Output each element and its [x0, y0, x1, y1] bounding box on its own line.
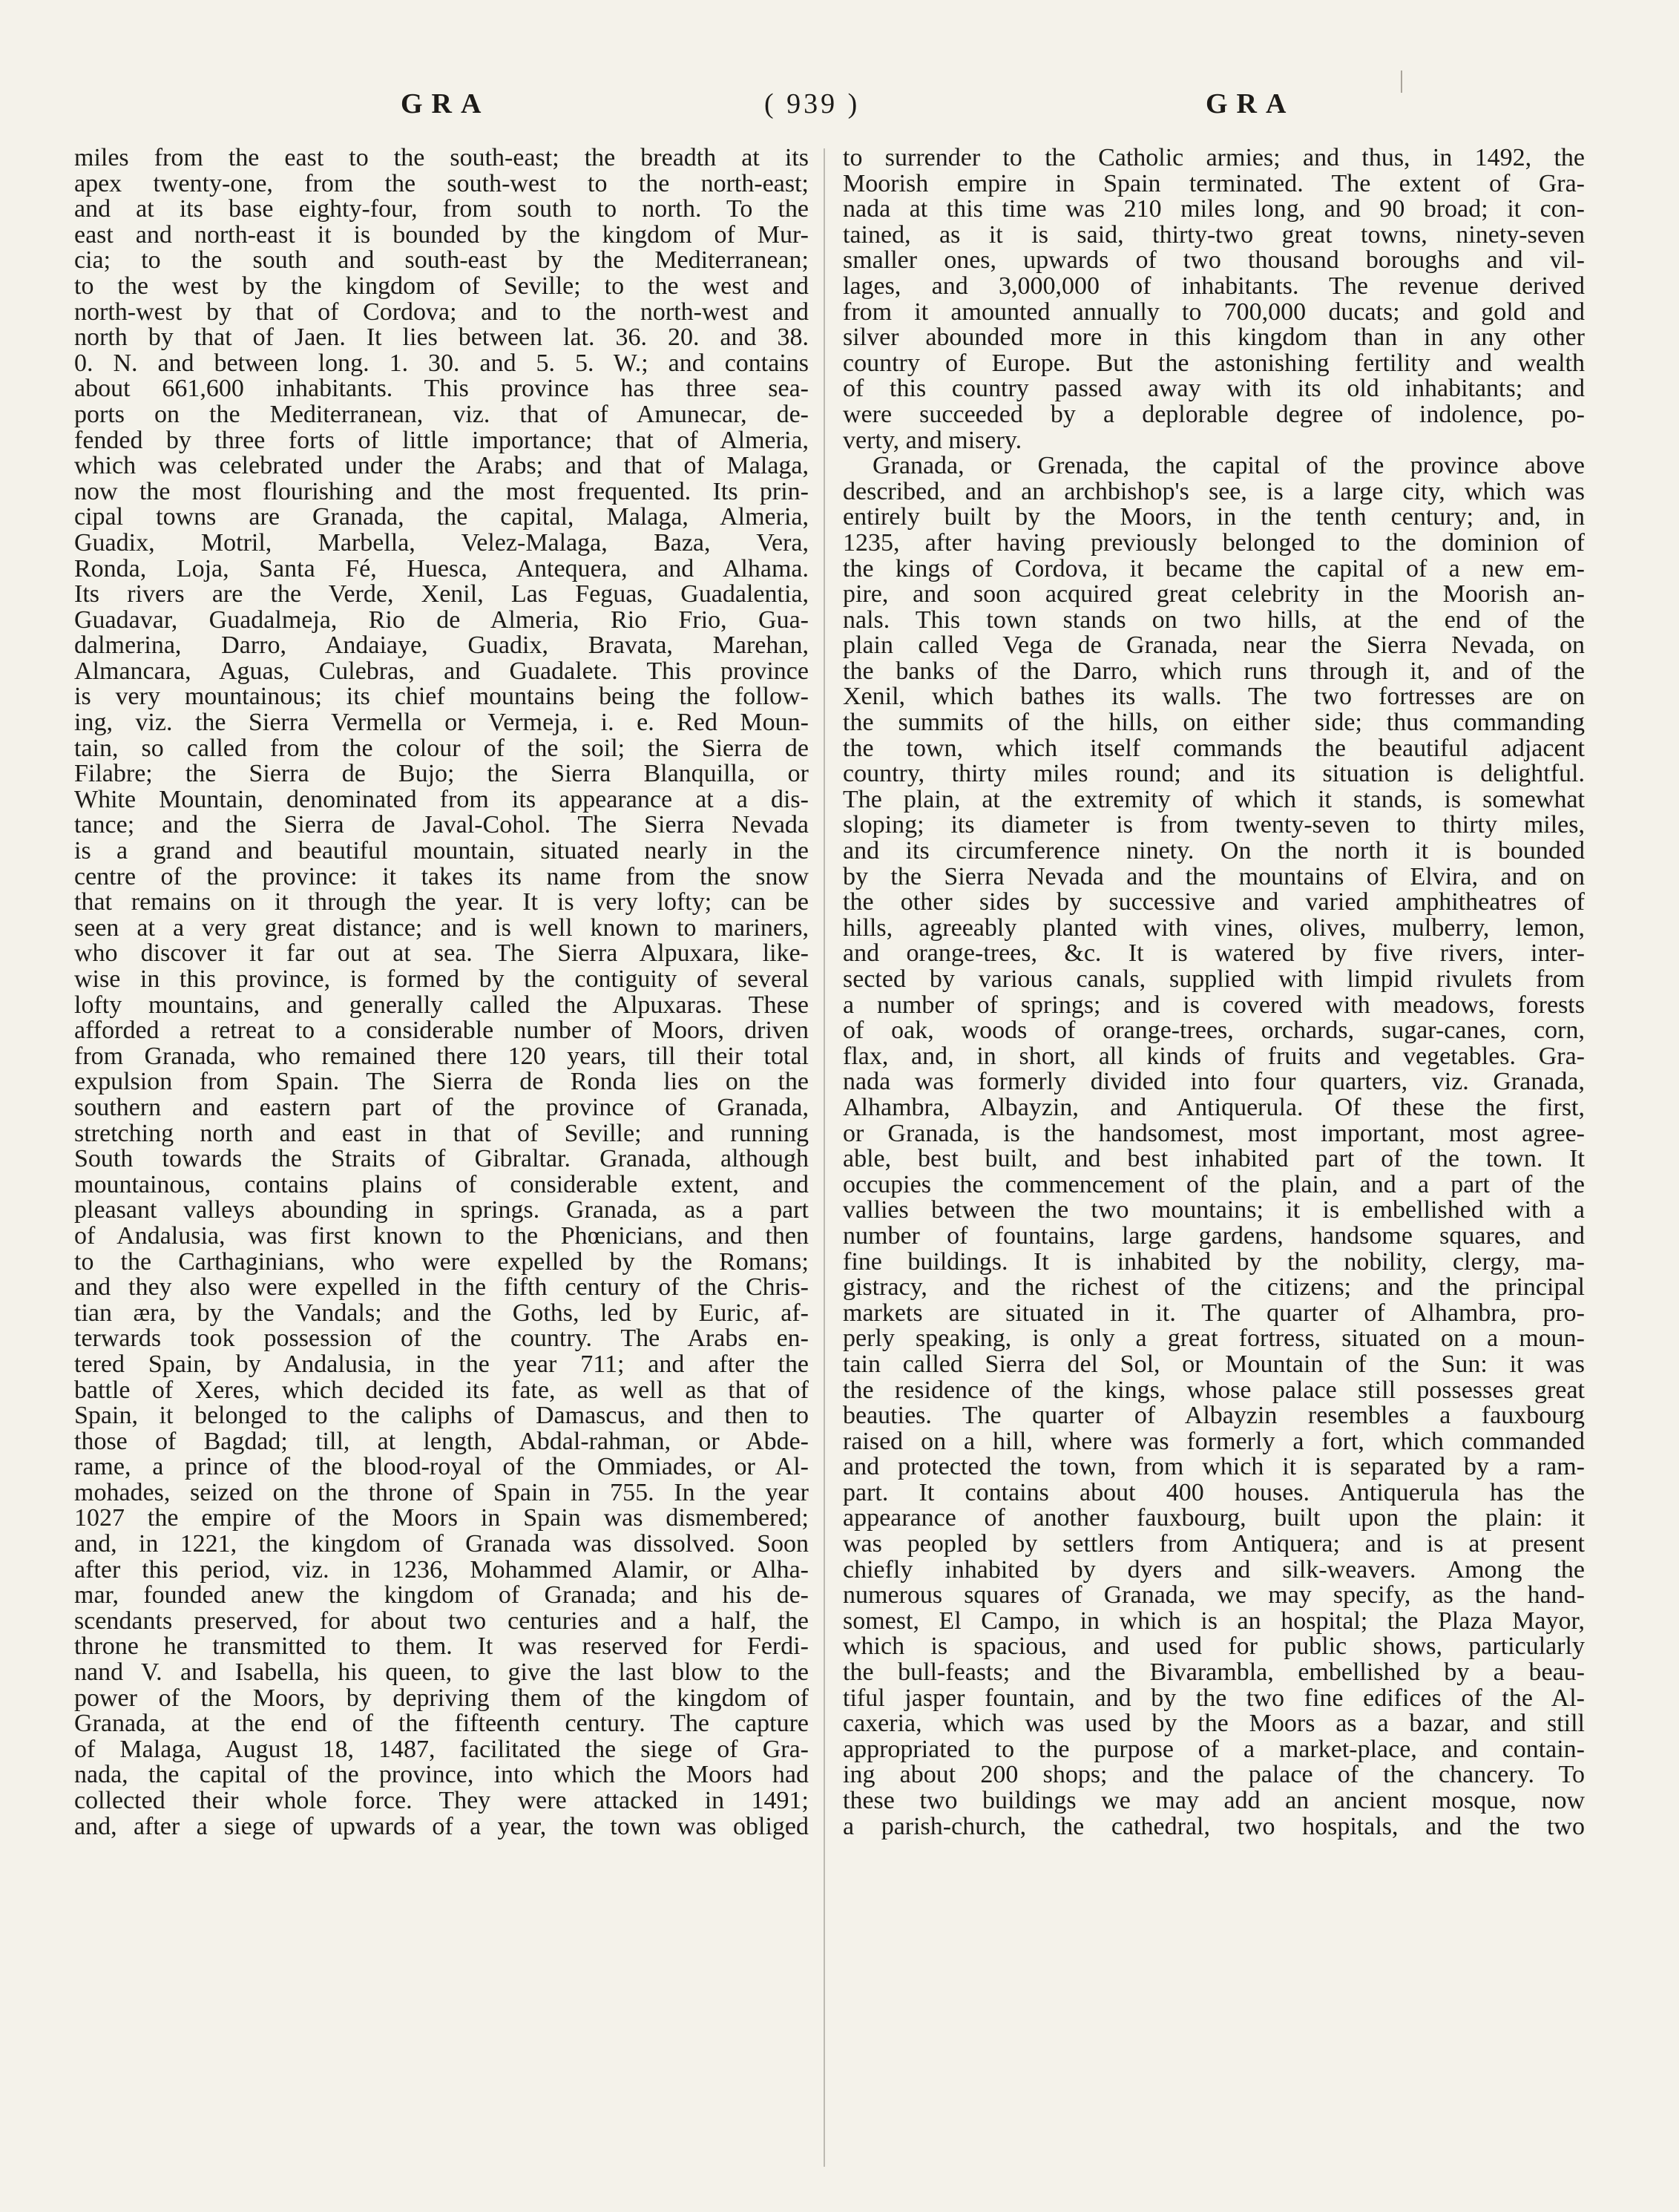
text-line: tiful jasper fountain, and by the two fine edifices of the Al- — [843, 1684, 1585, 1712]
text-line: cipal towns are Granada, the capital, Malaga, Almeria, — [74, 503, 809, 531]
text-line: Alhambra, Albayzin, and Antiquerula. Of these the first, — [843, 1093, 1585, 1121]
text-line: north by that of Jaen. It lies between lat. 36. 20. and 38. — [74, 324, 809, 352]
text-line: tered Spain, by Andalusia, in the year 711; and after the — [74, 1350, 809, 1378]
text-line: described, and an archbishop's see, is a large city, which was — [843, 477, 1585, 505]
text-line: dalmerina, Darro, Andaiaye, Guadix, Bravata, Marehan, — [74, 631, 809, 660]
text-line: appearance of another fauxbourg, built upon the plain: it — [843, 1504, 1585, 1532]
text-line: a number of springs; and is covered with meadows, forests — [843, 991, 1585, 1019]
text-line: sected by various canals, supplied with limpid rivulets from — [843, 965, 1585, 993]
text-line: gistracy, and the richest of the citizens; and the principal — [843, 1273, 1585, 1302]
text-line: which was celebrated under the Arabs; and that of Malaga, — [74, 452, 809, 480]
text-line: cia; to the south and south-east by the Mediterranean; — [74, 246, 809, 275]
text-line: scendants preserved, for about two centuries and a half, the — [74, 1607, 809, 1635]
text-line: mohades, seized on the throne of Spain in 755. In the year — [74, 1478, 809, 1506]
left-text-column — [74, 145, 809, 1839]
text-line: who discover it far out at sea. The Sierra Alpuxara, like- — [74, 939, 809, 968]
text-line: and its circumference ninety. On the north it is bounded — [843, 837, 1585, 865]
text-line: the town, which itself commands the beautiful adjacent — [843, 734, 1585, 762]
text-line: to the Carthaginians, who were expelled by the Romans; — [74, 1247, 809, 1276]
text-line: numerous squares of Granada, we may specify, as the hand- — [843, 1581, 1585, 1609]
text-line: country of Europe. But the astonishing fertility and wealth — [843, 349, 1585, 377]
text-line: nand V. and Isabella, his queen, to give the last blow to the — [74, 1658, 809, 1687]
text-line: battle of Xeres, which decided its fate, as well as that of — [74, 1376, 809, 1404]
text-line: about 661,600 inhabitants. This province has three sea- — [74, 375, 809, 403]
text-line: country, thirty miles round; and its situation is delightful. — [843, 760, 1585, 788]
text-line: verty, and misery. — [843, 426, 1022, 454]
text-line: that remains on it through the year. It is very lofty; can be — [74, 888, 809, 916]
text-line: to the west by the kingdom of Seville; to the west and — [74, 272, 809, 300]
text-line: from it amounted annually to 700,000 ducats; and gold and — [843, 298, 1585, 326]
text-line: southern and eastern part of the province of Granada, — [74, 1093, 809, 1121]
text-line: nada, the capital of the province, into which the Moors had — [74, 1761, 809, 1789]
text-line: which is spacious, and used for public shows, particularly — [843, 1632, 1585, 1661]
text-line: Guadavar, Guadalmeja, Rio de Almeria, Rio Frio, Gua- — [74, 605, 809, 634]
text-line: plain called Vega de Granada, near the Sierra Nevada, on — [843, 631, 1585, 660]
text-line: is very mountainous; its chief mountains being the follow- — [74, 683, 809, 711]
text-line: able, best built, and best inhabited part of the town. It — [843, 1145, 1585, 1173]
text-line: the summits of the hills, on either side; thus commanding — [843, 709, 1585, 737]
running-head — [0, 88, 1679, 132]
text-line: Xenil, which bathes its walls. The two fortresses are on — [843, 683, 1585, 711]
text-line: ing, viz. the Sierra Vermella or Vermeja, i. e. Red Moun- — [74, 709, 809, 737]
header-right-guide-word: GRA — [1206, 88, 1295, 119]
text-line: throne he transmitted to them. It was reserved for Ferdi- — [74, 1632, 809, 1661]
text-line: sloping; its diameter is from twenty-seven to thirty miles, — [843, 811, 1585, 839]
text-line: pleasant valleys abounding in springs. Granada, as a part — [74, 1196, 809, 1224]
text-line: silver abounded more in this kingdom than in any other — [843, 324, 1585, 352]
text-line: and they also were expelled in the fifth century of the Chris- — [74, 1273, 809, 1302]
column-divider — [824, 148, 825, 2167]
text-line: north-west by that of Cordova; and to the north-west and — [74, 298, 809, 326]
text-line: beauties. The quarter of Albayzin resembles a fauxbourg — [843, 1402, 1585, 1430]
text-line: South towards the Straits of Gibraltar. Granada, although — [74, 1145, 809, 1173]
text-line: Its rivers are the Verde, Xenil, Las Feguas, Guadalentia, — [74, 580, 809, 608]
text-line: Guadix, Motril, Marbella, Velez-Malaga, Baza, Vera, — [74, 528, 809, 557]
text-line: stretching north and east in that of Seville; and running — [74, 1119, 809, 1147]
text-line: caxeria, which was used by the Moors as a bazar, and still — [843, 1710, 1585, 1738]
text-line: hills, agreeably planted with vines, olives, mulberry, lemon, — [843, 913, 1585, 942]
text-line: perly speaking, is only a great fortress, situated on a moun- — [843, 1325, 1585, 1353]
page-number: ( 939 ) — [764, 88, 861, 119]
text-line: nada was formerly divided into four quarters, viz. Granada, — [843, 1068, 1585, 1096]
text-line: seen at a very great distance; and is well known to mariners, — [74, 913, 809, 942]
text-line: raised on a hill, where was formerly a fort, which commanded — [843, 1427, 1585, 1455]
text-line: 1027 the empire of the Moors in Spain was dismembered; — [74, 1504, 809, 1532]
text-line: the other sides by successive and varied amphitheatres of — [843, 888, 1585, 916]
text-line: east and north-east it is bounded by the kingdom of Mur- — [74, 220, 809, 249]
text-line: Almancara, Aguas, Culebras, and Guadalete. This province — [74, 657, 809, 685]
text-line: vallies between the two mountains; it is embellished with a — [843, 1196, 1585, 1224]
text-line: The plain, at the extremity of which it stands, is somewhat — [843, 785, 1585, 813]
text-line: White Mountain, denominated from its appearance at a dis- — [74, 785, 809, 813]
text-line: from Granada, who remained there 120 years, till their total — [74, 1042, 809, 1070]
text-line: nada at this time was 210 miles long, and 90 broad; it con- — [843, 195, 1585, 223]
text-line: tained, as it is said, thirty-two great towns, ninety-seven — [843, 220, 1585, 249]
text-line: or Granada, is the handsomest, most important, most agree- — [843, 1119, 1585, 1147]
text-line: Granada, or Grenada, the capital of the province above — [873, 452, 1585, 480]
text-line: and at its base eighty-four, from south to north. To the — [74, 195, 809, 223]
text-line: collected their whole force. They were attacked in 1491; — [74, 1787, 809, 1814]
text-line: and, after a siege of upwards of a year, the town was obliged — [74, 1812, 809, 1840]
text-line: Filabre; the Sierra de Bujo; the Sierra Blanquilla, or — [74, 760, 809, 788]
text-line: to surrender to the Catholic armies; and thus, in 1492, the — [843, 144, 1585, 171]
text-line: tain called Sierra del Sol, or Mountain of the Sun: it was — [843, 1350, 1585, 1378]
text-line: is a grand and beautiful mountain, situated nearly in the — [74, 837, 809, 865]
text-line: of oak, woods of orange-trees, orchards, sugar-canes, corn, — [843, 1017, 1585, 1045]
text-line: entirely built by the Moors, in the tenth century; and, in — [843, 503, 1585, 531]
text-line: and orange-trees, &c. It is watered by five rivers, inter- — [843, 939, 1585, 968]
text-line: expulsion from Spain. The Sierra de Ronda lies on the — [74, 1068, 809, 1096]
text-line: number of fountains, large gardens, handsome squares, and — [843, 1221, 1585, 1250]
text-line: fine buildings. It is inhabited by the nobility, clergy, ma- — [843, 1247, 1585, 1276]
text-line: these two buildings we may add an ancient mosque, now — [843, 1787, 1585, 1814]
text-line: nals. This town stands on two hills, at the end of the — [843, 605, 1585, 634]
text-line: mountainous, contains plains of considerable extent, and — [74, 1170, 809, 1198]
text-line: Moorish empire in Spain terminated. The extent of Gra- — [843, 169, 1585, 197]
text-line: and protected the town, from which it is separated by a ram- — [843, 1453, 1585, 1481]
right-text-column — [843, 145, 1585, 1839]
text-line: Spain, it belonged to the caliphs of Damascus, and then to — [74, 1402, 809, 1430]
text-line: appropriated to the purpose of a market-place, and contain- — [843, 1735, 1585, 1763]
header-left-guide-word: GRA — [401, 88, 490, 119]
text-line: by the Sierra Nevada and the mountains of Elvira, and on — [843, 862, 1585, 890]
text-line: pire, and soon acquired great celebrity in the Moorish an- — [843, 580, 1585, 608]
text-line: and, in 1221, the kingdom of Granada was dissolved. Soon — [74, 1530, 809, 1558]
text-line: of this country passed away with its old inhabitants; and — [843, 375, 1585, 403]
text-line: chiefly inhabited by dyers and silk-weavers. Among the — [843, 1555, 1585, 1583]
text-line: the bull-feasts; and the Bivarambla, embellished by a beau- — [843, 1658, 1585, 1687]
text-line: Ronda, Loja, Santa Fé, Huesca, Antequera, and Alhama. — [74, 554, 809, 582]
text-line: wise in this province, is formed by the contiguity of several — [74, 965, 809, 993]
text-line: power of the Moors, by depriving them of the kingdom of — [74, 1684, 809, 1712]
text-line: of Andalusia, was first known to the Phœnicians, and then — [74, 1221, 809, 1250]
text-line: lofty mountains, and generally called the Alpuxaras. These — [74, 991, 809, 1019]
text-line: the kings of Cordova, it became the capital of a new em- — [843, 554, 1585, 582]
text-line: ing about 200 shops; and the palace of the chancery. To — [843, 1761, 1585, 1789]
text-line: mar, founded anew the kingdom of Granada; and his de- — [74, 1581, 809, 1609]
text-line: the banks of the Darro, which runs through it, and of the — [843, 657, 1585, 685]
text-line: flax, and, in short, all kinds of fruits and vegetables. Gra- — [843, 1042, 1585, 1070]
text-line: after this period, viz. in 1236, Mohammed Alamir, or Alha- — [74, 1555, 809, 1583]
text-line: 1235, after having previously belonged to the dominion of — [843, 528, 1585, 557]
text-line: smaller ones, upwards of two thousand boroughs and vil- — [843, 246, 1585, 275]
text-line: 0. N. and between long. 1. 30. and 5. 5. W.; and contains — [74, 349, 809, 377]
text-line: terwards took possession of the country. The Arabs en- — [74, 1325, 809, 1353]
text-line: now the most flourishing and the most frequented. Its prin- — [74, 477, 809, 505]
text-line: the residence of the kings, whose palace still possesses great — [843, 1376, 1585, 1404]
text-line: lages, and 3,000,000 of inhabitants. The revenue derived — [843, 272, 1585, 300]
text-line: afforded a retreat to a considerable number of Moors, driven — [74, 1017, 809, 1045]
text-line: fended by three forts of little importance; that of Almeria, — [74, 426, 809, 454]
text-line: markets are situated in it. The quarter of Alhambra, pro- — [843, 1299, 1585, 1327]
text-line: tance; and the Sierra de Javal-Cohol. The Sierra Nevada — [74, 811, 809, 839]
text-line: Granada, at the end of the fifteenth century. The capture — [74, 1710, 809, 1738]
text-line: centre of the province: it takes its name from the snow — [74, 862, 809, 890]
text-line: tian æra, by the Vandals; and the Goths, led by Euric, af- — [74, 1299, 809, 1327]
text-line: a parish-church, the cathedral, two hospitals, and the two — [843, 1812, 1585, 1840]
text-line: rame, a prince of the blood-royal of the Ommiades, or Al- — [74, 1453, 809, 1481]
text-line: miles from the east to the south-east; the breadth at its — [74, 144, 809, 171]
text-line: part. It contains about 400 houses. Antiquerula has the — [843, 1478, 1585, 1506]
text-line: of Malaga, August 18, 1487, facilitated the siege of Gra- — [74, 1735, 809, 1763]
text-line: those of Bagdad; till, at length, Abdal-rahman, or Abde- — [74, 1427, 809, 1455]
text-line: was peopled by settlers from Antiquera; and is at present — [843, 1530, 1585, 1558]
text-line: tain, so called from the colour of the soil; the Sierra de — [74, 734, 809, 762]
text-line: occupies the commencement of the plain, and a part of the — [843, 1170, 1585, 1198]
text-line: ports on the Mediterranean, viz. that of Amunecar, de- — [74, 400, 809, 428]
text-line: apex twenty-one, from the south-west to the north-east; — [74, 169, 809, 197]
text-line: somest, El Campo, in which is an hospital; the Plaza Mayor, — [843, 1607, 1585, 1635]
text-line: were succeeded by a deplorable degree of indolence, po- — [843, 400, 1585, 428]
